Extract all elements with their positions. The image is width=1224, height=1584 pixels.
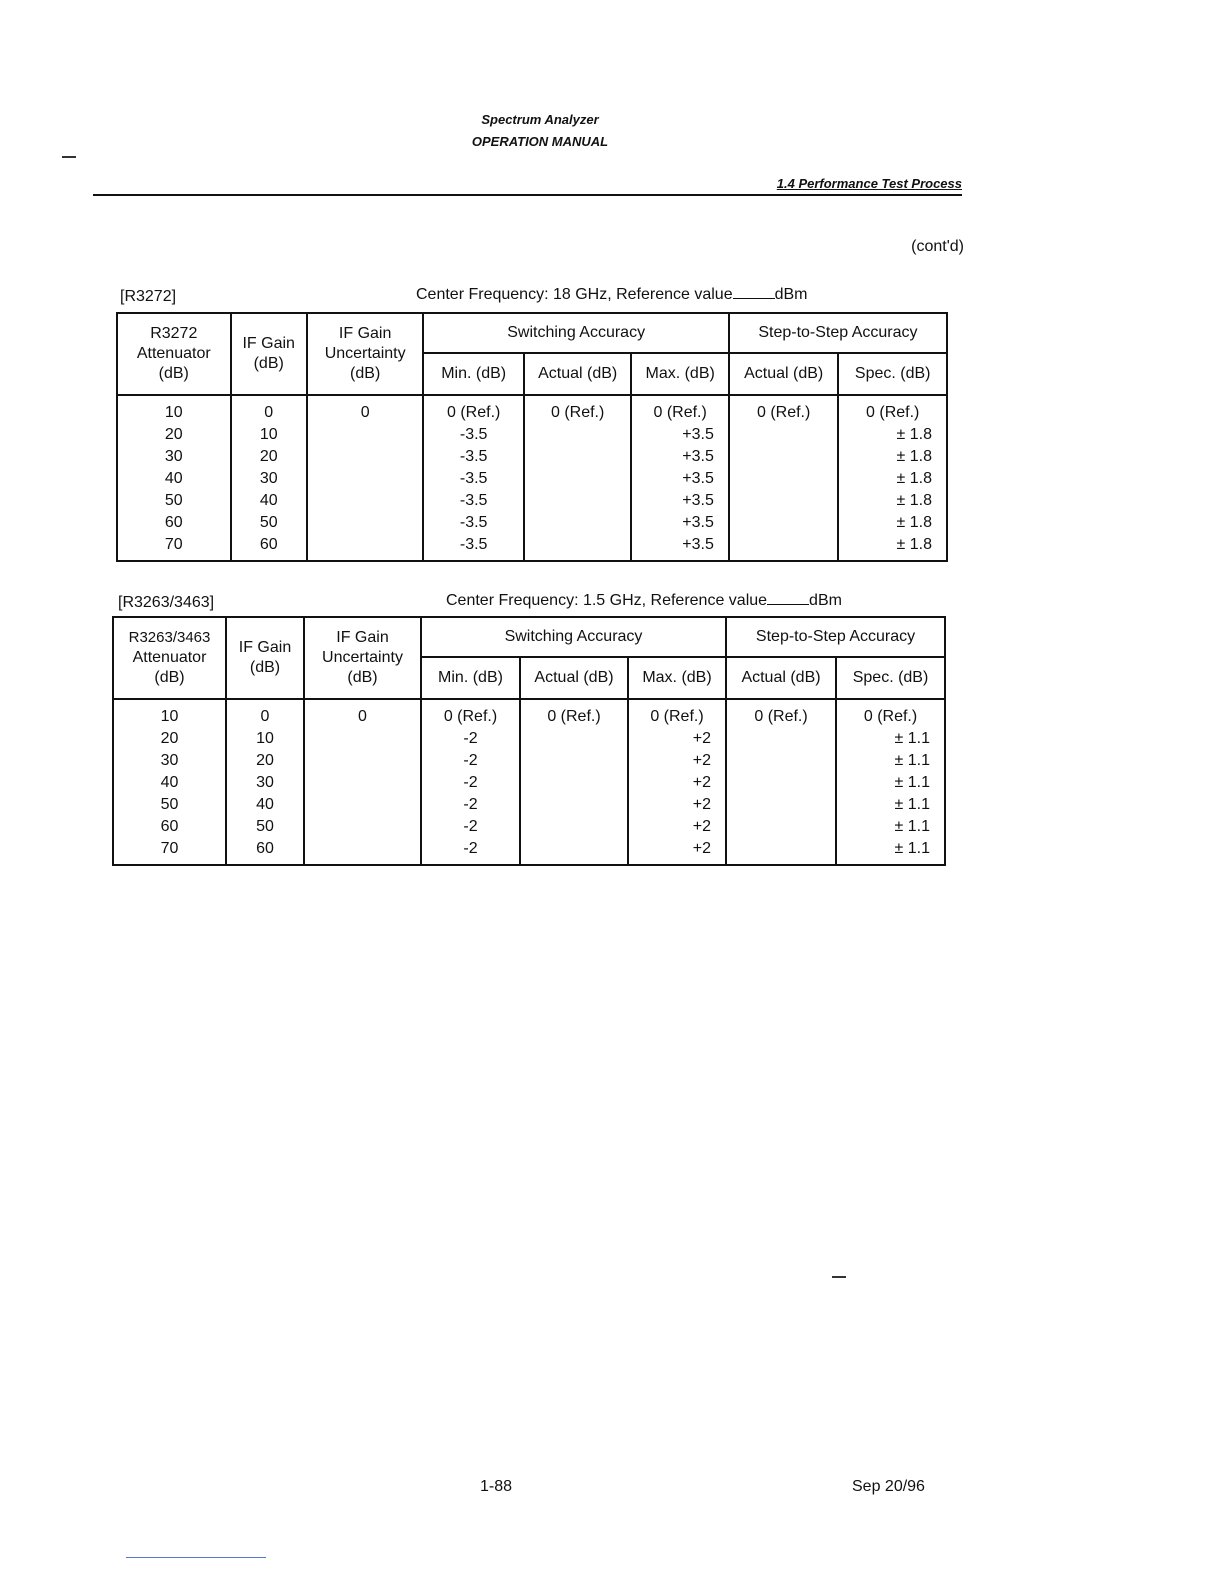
cell-attenuator: 70	[113, 838, 226, 865]
table-row	[117, 468, 947, 490]
col-max: Max. (dB)	[628, 657, 726, 699]
cell-spec: 0 (Ref.)	[838, 395, 947, 424]
cell-actual	[520, 728, 628, 750]
group-switching-accuracy: Switching Accuracy	[423, 313, 728, 353]
cell-spec: ± 1.1	[836, 772, 945, 794]
col-actual: Actual (dB)	[520, 657, 628, 699]
cell-uncertainty	[304, 794, 421, 816]
cell-spec: ± 1.8	[838, 512, 947, 534]
revision-date: Sep 20/96	[852, 1478, 925, 1495]
cell-if-gain: 0	[226, 699, 304, 728]
cell-if-gain: 50	[231, 512, 307, 534]
cell-spec: ± 1.1	[836, 728, 945, 750]
scan-mark	[832, 1276, 846, 1278]
cell-attenuator: 20	[117, 424, 231, 446]
cell-min: -2	[421, 750, 520, 772]
cell-attenuator: 40	[117, 468, 231, 490]
cell-step-actual: 0 (Ref.)	[726, 699, 836, 728]
cell-attenuator: 70	[117, 534, 231, 561]
cell-attenuator: 60	[113, 816, 226, 838]
table2-condition: Center Frequency: 1.5 GHz, Reference value dBm	[446, 592, 842, 609]
cell-attenuator: 20	[113, 728, 226, 750]
col-if-gain-uncertainty: IF Gain Uncertainty (dB)	[307, 313, 424, 395]
cell-spec: ± 1.8	[838, 446, 947, 468]
cell-min: -3.5	[423, 534, 523, 561]
cell-uncertainty	[307, 490, 424, 512]
cell-min: -3.5	[423, 424, 523, 446]
table-row	[113, 838, 945, 865]
cell-if-gain: 40	[226, 794, 304, 816]
cell-step-actual	[726, 838, 836, 865]
cell-actual	[524, 490, 632, 512]
cell-min: -2	[421, 794, 520, 816]
cell-max: +3.5	[631, 446, 728, 468]
cell-actual	[524, 468, 632, 490]
table1	[116, 312, 948, 562]
cell-if-gain: 60	[231, 534, 307, 561]
cell-max: +3.5	[631, 468, 728, 490]
table-row	[113, 750, 945, 772]
cell-attenuator: 10	[117, 395, 231, 424]
table-row	[113, 699, 945, 728]
cell-min: -3.5	[423, 490, 523, 512]
cell-attenuator: 30	[117, 446, 231, 468]
scan-mark	[126, 1557, 266, 1558]
table-row	[117, 446, 947, 468]
cell-uncertainty	[304, 772, 421, 794]
cell-spec: 0 (Ref.)	[836, 699, 945, 728]
cell-max: +2	[628, 816, 726, 838]
table-row	[117, 395, 947, 424]
cell-actual	[524, 446, 632, 468]
cell-if-gain: 10	[231, 424, 307, 446]
cell-min: -2	[421, 772, 520, 794]
col-spec: Spec. (dB)	[836, 657, 945, 699]
cell-max: +2	[628, 794, 726, 816]
cell-uncertainty	[304, 816, 421, 838]
table-row	[113, 816, 945, 838]
cell-step-actual	[726, 772, 836, 794]
table1-body	[117, 395, 947, 561]
cell-step-actual	[729, 534, 839, 561]
cell-step-actual: 0 (Ref.)	[729, 395, 839, 424]
cell-actual	[524, 512, 632, 534]
cell-attenuator: 60	[117, 512, 231, 534]
reference-value-blank	[767, 592, 809, 605]
cell-if-gain: 40	[231, 490, 307, 512]
col-attenuator: R3272 Attenuator (dB)	[117, 313, 231, 395]
cell-if-gain: 30	[231, 468, 307, 490]
cell-min: -3.5	[423, 468, 523, 490]
cell-if-gain: 20	[231, 446, 307, 468]
cell-uncertainty	[304, 838, 421, 865]
cell-actual	[520, 794, 628, 816]
cell-max: +2	[628, 750, 726, 772]
cell-max: +3.5	[631, 490, 728, 512]
cell-max: +2	[628, 728, 726, 750]
col-spec: Spec. (dB)	[838, 353, 947, 395]
header-rule	[93, 194, 962, 196]
cell-step-actual	[726, 728, 836, 750]
cell-min: 0 (Ref.)	[423, 395, 523, 424]
section-heading: 1.4 Performance Test Process	[776, 176, 962, 191]
cell-if-gain: 30	[226, 772, 304, 794]
cell-actual	[524, 534, 632, 561]
cell-min: -3.5	[423, 512, 523, 534]
cell-spec: ± 1.1	[836, 794, 945, 816]
cell-step-actual	[729, 490, 839, 512]
cell-if-gain: 50	[226, 816, 304, 838]
cell-step-actual	[729, 424, 839, 446]
cell-min: -2	[421, 838, 520, 865]
col-actual: Actual (dB)	[524, 353, 632, 395]
cell-spec: ± 1.1	[836, 816, 945, 838]
cell-uncertainty: 0	[307, 395, 424, 424]
cell-max: +2	[628, 838, 726, 865]
cell-step-actual	[726, 816, 836, 838]
cell-actual	[520, 838, 628, 865]
col-max: Max. (dB)	[631, 353, 728, 395]
cell-spec: ± 1.1	[836, 750, 945, 772]
manual-subtitle: OPERATION MANUAL	[471, 134, 609, 149]
cell-step-actual	[729, 512, 839, 534]
col-step-actual: Actual (dB)	[729, 353, 839, 395]
cell-step-actual	[726, 794, 836, 816]
cell-attenuator: 50	[113, 794, 226, 816]
cell-if-gain: 0	[231, 395, 307, 424]
cell-actual: 0 (Ref.)	[524, 395, 632, 424]
table2-label: [R3263/3463]	[118, 594, 215, 611]
col-if-gain: IF Gain (dB)	[226, 617, 304, 699]
cell-uncertainty	[307, 468, 424, 490]
page-number: 1-88	[480, 1478, 513, 1495]
table-row	[117, 534, 947, 561]
cell-step-actual	[729, 468, 839, 490]
table2	[112, 616, 946, 866]
col-if-gain-uncertainty: IF Gain Uncertainty (dB)	[304, 617, 421, 699]
cell-min: -3.5	[423, 446, 523, 468]
table-row	[113, 794, 945, 816]
scan-mark	[62, 156, 76, 158]
cell-max: +3.5	[631, 424, 728, 446]
cell-spec: ± 1.8	[838, 490, 947, 512]
cell-step-actual	[729, 446, 839, 468]
group-step-accuracy: Step-to-Step Accuracy	[726, 617, 945, 657]
table-row	[117, 424, 947, 446]
cell-step-actual	[726, 750, 836, 772]
cell-actual: 0 (Ref.)	[520, 699, 628, 728]
cell-min: -2	[421, 816, 520, 838]
cell-attenuator: 10	[113, 699, 226, 728]
table-row	[113, 728, 945, 750]
table-row	[117, 490, 947, 512]
group-switching-accuracy: Switching Accuracy	[421, 617, 726, 657]
cell-actual	[520, 772, 628, 794]
cell-uncertainty	[304, 750, 421, 772]
cell-if-gain: 10	[226, 728, 304, 750]
cell-uncertainty	[307, 512, 424, 534]
cell-max: +3.5	[631, 534, 728, 561]
cell-spec: ± 1.8	[838, 424, 947, 446]
cell-max: +3.5	[631, 512, 728, 534]
cell-attenuator: 30	[113, 750, 226, 772]
table-row	[113, 772, 945, 794]
col-min: Min. (dB)	[421, 657, 520, 699]
cell-uncertainty	[307, 446, 424, 468]
cell-actual	[520, 816, 628, 838]
manual-title: Spectrum Analyzer	[481, 112, 599, 127]
cell-max: 0 (Ref.)	[628, 699, 726, 728]
cell-attenuator: 50	[117, 490, 231, 512]
cell-max: +2	[628, 772, 726, 794]
cell-max: 0 (Ref.)	[631, 395, 728, 424]
table1-condition: Center Frequency: 18 GHz, Reference value dBm	[416, 286, 808, 303]
continued-label: (cont'd)	[911, 238, 964, 255]
col-if-gain: IF Gain (dB)	[231, 313, 307, 395]
cell-uncertainty	[304, 728, 421, 750]
table2-body	[113, 699, 945, 865]
table-row	[117, 512, 947, 534]
group-step-accuracy: Step-to-Step Accuracy	[729, 313, 947, 353]
cell-min: -2	[421, 728, 520, 750]
cell-if-gain: 60	[226, 838, 304, 865]
reference-value-blank	[733, 286, 775, 299]
cell-spec: ± 1.1	[836, 838, 945, 865]
cell-if-gain: 20	[226, 750, 304, 772]
cell-actual	[524, 424, 632, 446]
table1-label: [R3272]	[120, 288, 177, 305]
cell-uncertainty	[307, 424, 424, 446]
cell-uncertainty	[307, 534, 424, 561]
col-attenuator: R3263/3463 Attenuator (dB)	[113, 617, 226, 699]
cell-actual	[520, 750, 628, 772]
cell-spec: ± 1.8	[838, 534, 947, 561]
cell-uncertainty: 0	[304, 699, 421, 728]
cell-spec: ± 1.8	[838, 468, 947, 490]
cell-attenuator: 40	[113, 772, 226, 794]
col-step-actual: Actual (dB)	[726, 657, 836, 699]
col-min: Min. (dB)	[423, 353, 523, 395]
cell-min: 0 (Ref.)	[421, 699, 520, 728]
